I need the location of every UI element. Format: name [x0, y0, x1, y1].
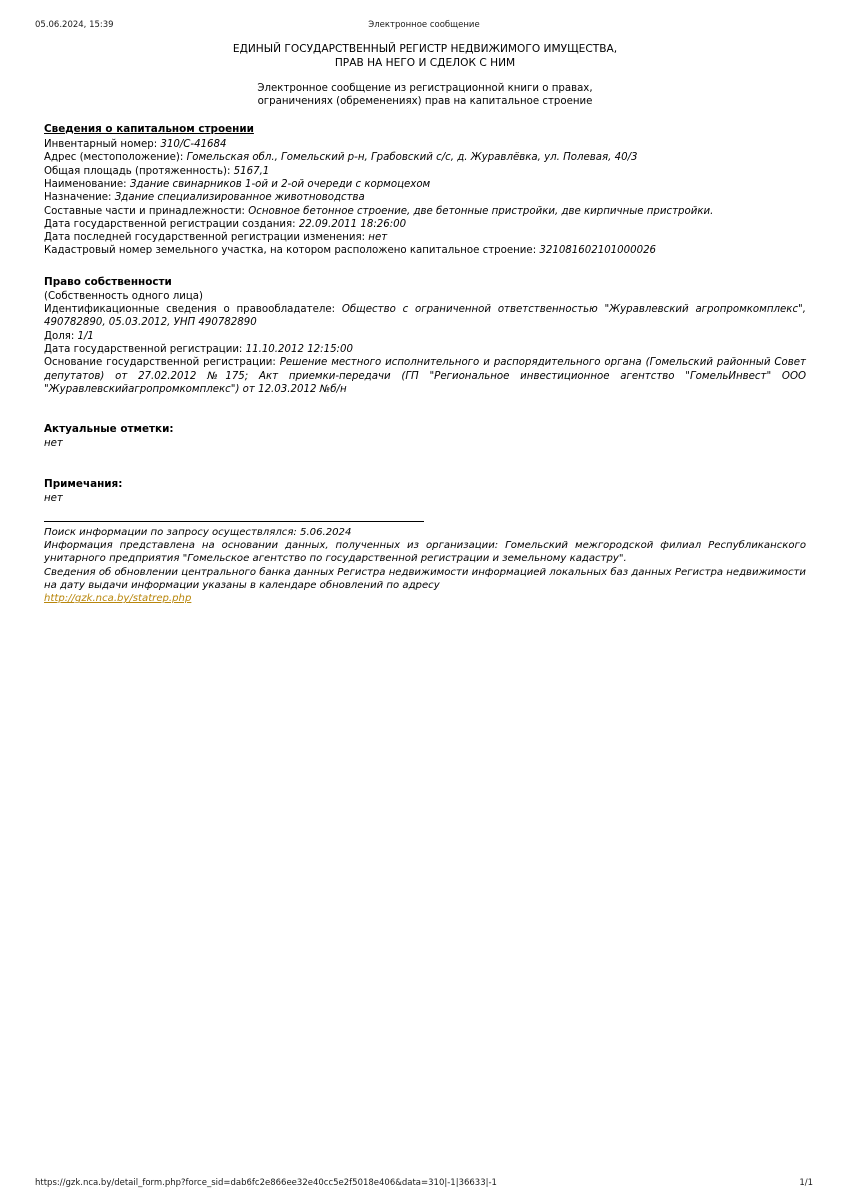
building-field-cadastral-number [44, 244, 806, 257]
field-label: Основание государственной регистрации: [44, 357, 276, 369]
notes-heading: Примечания: [44, 477, 123, 490]
building-field-area [44, 165, 806, 178]
building-field-last-change-date [44, 231, 806, 244]
field-value: 1/1 [77, 330, 94, 342]
building-section-heading: Сведения о капитальном строении [44, 122, 254, 135]
field-value: Общество с ограниченной ответственностью "Журавлевский агропромкомплекс", 490782890, 05.03.2012, УНП 490782890 [44, 304, 806, 329]
spacer [44, 396, 806, 414]
field-label: Дата последней государственной регистрации изменения: [44, 232, 366, 244]
marks-heading: Актуальные отметки: [44, 423, 174, 436]
building-field-address [44, 151, 806, 164]
field-value: Гомельская обл., Гомельский р-н, Грабовский с/с, д. Журавлёвка, ул. Полевая, 40/3 [186, 152, 638, 164]
statrep-link[interactable]: http://gzk.nca.by/statrep.php [44, 593, 192, 605]
document-content [44, 42, 806, 605]
ownership-subheading: (Собственность одного лица) [44, 290, 204, 302]
building-field-creation-date [44, 218, 806, 231]
field-label: Наименование: [44, 178, 127, 190]
footer-search-date [44, 526, 806, 539]
spacer [44, 258, 806, 276]
field-label: Дата государственной регистрации создания: [44, 218, 296, 230]
spacer [44, 451, 806, 469]
field-value: Решение местного исполнительного и распорядительного органа (Гомельский районный Совет депутатов) от 27.02.2012 №175; Акт приемки-передачи (ГП "Региональное инвестиционное агентство "ГомельИнвест" ООО "Журавлевскийагропромкомплекс") от 12.03.2012 №б/н [44, 357, 806, 395]
document-title-line1: ЕДИНЫЙ ГОСУДАРСТВЕННЫЙ РЕГИСТР НЕДВИЖИМОГО ИМУЩЕСТВА, [232, 43, 618, 55]
field-label: Составные части и принадлежности: [44, 205, 245, 217]
print-header-date: 05.06.2024, 15:39 [35, 20, 114, 30]
field-value: 5167,1 [233, 165, 270, 177]
field-value: Основное бетонное строение, две бетонные пристройки, две кирпичные пристройки. [248, 205, 714, 217]
ownership-field-share [44, 330, 806, 343]
print-footer-page: 1/1 [799, 1178, 813, 1188]
field-label: Кадастровый номер земельного участка, на котором расположено капитальное строение: [44, 245, 537, 257]
field-label: Адрес (местоположение): [44, 152, 184, 164]
footer-divider [44, 521, 424, 522]
field-value: 11.10.2012 12:15:00 [245, 344, 353, 356]
document-subtitle-line2: ограничениях (обременениях) прав на капитальное строение [257, 96, 593, 108]
spacer [44, 469, 806, 478]
field-value: нет [368, 232, 388, 244]
field-label: Общая площадь (протяженность): [44, 165, 231, 177]
field-value: Здание специализированное животноводства [114, 192, 365, 204]
field-value: 310/С-41684 [160, 139, 227, 151]
footer-search-date-value: 5.06.2024 [300, 527, 352, 539]
ownership-field-registration-date [44, 343, 806, 356]
spacer [44, 414, 806, 423]
footer-search-date-label: Поиск информации по запросу осуществлялся: [44, 527, 297, 539]
footer-source-text: Информация представлена на основании данных, полученных из организации: Гомельский межгородской филиал Республиканского унитарного предприятия "Гомельское агентство по государственной регистрации и земельному кадастру". [44, 540, 806, 565]
document-title-line2: ПРАВ НА НЕГО И СДЕЛОК С НИМ [334, 57, 516, 69]
document-subtitle [44, 82, 806, 109]
footer-update-text: Сведения об обновлении центрального банка данных Регистра недвижимости информацией локальных баз данных Регистра недвижимости на дату выдачи информации указаны в календаре обновлений по адресу [44, 566, 806, 591]
ownership-field-holder [44, 303, 806, 330]
print-header-title: Электронное сообщение [368, 20, 480, 30]
field-label: Инвентарный номер: [44, 139, 158, 151]
field-label: Назначение: [44, 192, 112, 204]
field-value: Здание свинарников 1-ой и 2-ой очереди с кормоцехом [129, 178, 431, 190]
document-subtitle-line1: Электронное сообщение из регистрационной книги о правах, [257, 83, 593, 94]
print-footer-url: https://gzk.nca.by/detail_form.php?force_sid=dab6fc2e866ee32e40cc5e2f5018e406&data=310|-1|36633|-1 [35, 1178, 497, 1188]
marks-value: нет [44, 438, 63, 450]
field-label: Дата государственной регистрации: [44, 344, 243, 356]
ownership-section-heading: Право собственности [44, 275, 172, 288]
building-field-purpose [44, 191, 806, 204]
field-value: 22.09.2011 18:26:00 [298, 218, 407, 230]
field-value: 321081602101000026 [539, 245, 657, 257]
document-title [44, 42, 806, 70]
building-field-parts [44, 205, 806, 218]
notes-value: нет [44, 492, 63, 504]
ownership-field-basis [44, 356, 806, 396]
building-field-name [44, 178, 806, 191]
field-label: Идентификационные сведения о правообладателе: [44, 304, 336, 316]
field-label: Доля: [44, 330, 75, 342]
building-field-inventory [44, 138, 806, 151]
